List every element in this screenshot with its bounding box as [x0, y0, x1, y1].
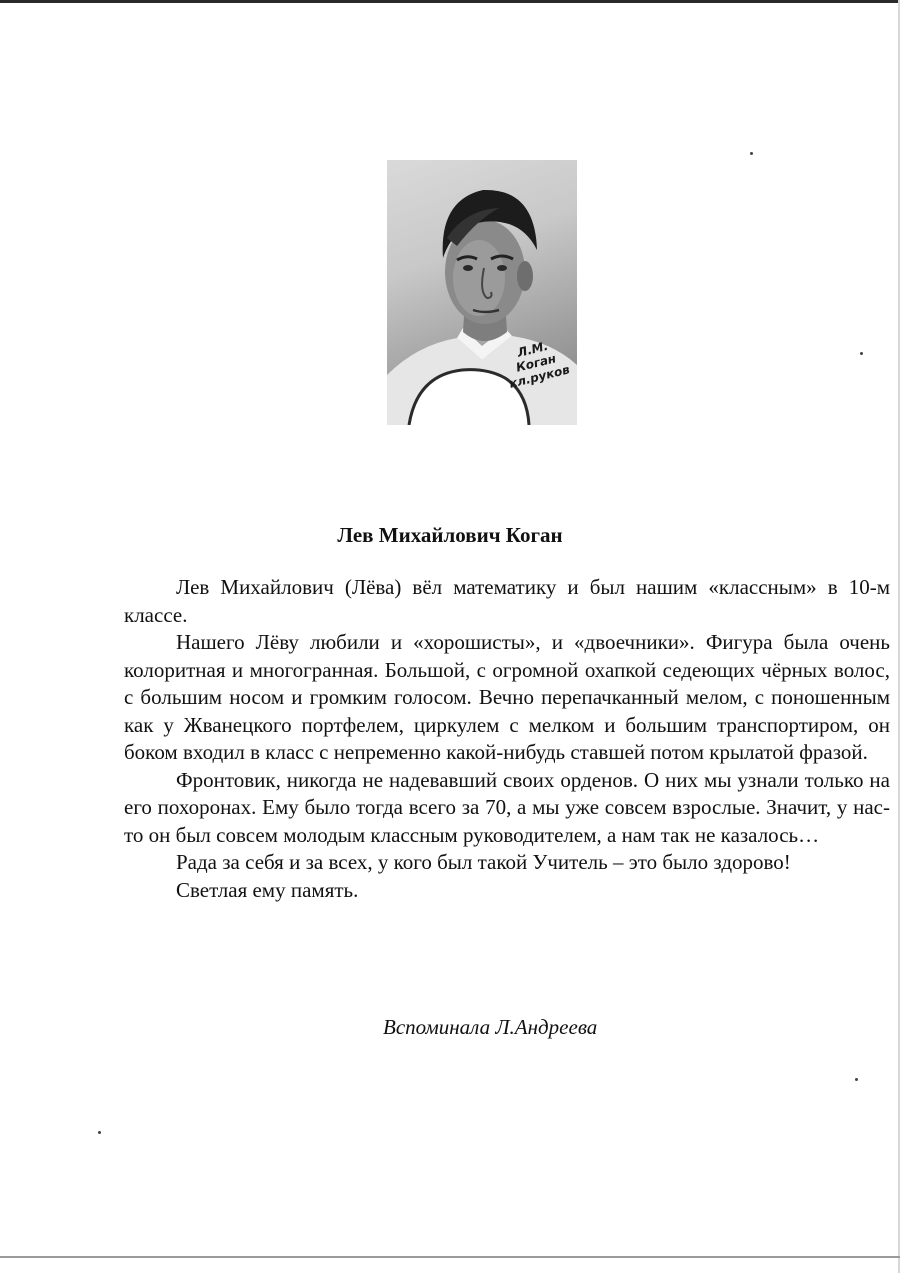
- paragraph: Рада за себя и за всех, у кого был такой Учитель – это было здорово!: [176, 850, 791, 874]
- author-signature: Вспоминала Л.Андреева: [383, 1015, 598, 1039]
- paragraph: Нашего Лёву любили и «хорошисты», и «двоечники». Фигура была очень колоритная и многогранная. Большой, с огромной охапкой седеющих чёрных волос, с большим носом и громким голосом. Вечно перепачканный мелом, с поношенным как у Жванецкого портфелем, циркулем с мелком и большим транспортиром, он боком входил в класс с непременно какой-нибудь ставшей потом крылатой фразой.: [124, 630, 890, 764]
- scan-speck: [860, 352, 863, 355]
- paragraph: Фронтовик, никогда не надевавший своих орденов. О них мы узнали только на его похоронах. Ему было тогда всего за 70, а мы уже совсем взрослые. Значит, у нас-то он был совсем молодым классным руководителем, а нам так не казалось…: [124, 767, 890, 847]
- page-title: Лев Михайлович Коган: [337, 523, 563, 547]
- scan-speck: [750, 152, 753, 155]
- paragraph: Светлая ему память.: [176, 877, 359, 902]
- photo-handwritten-caption: Л.М. Коган кл.руков: [507, 338, 572, 391]
- scan-speck: [855, 1078, 858, 1081]
- scan-top-edge: [0, 0, 900, 3]
- portrait-photo: [387, 160, 577, 425]
- memoir-text: [124, 574, 890, 904]
- paragraph: Лев Михайлович (Лёва) вёл математику и был нашим «классным» в 10-м классе.: [124, 575, 890, 627]
- portrait-image: [387, 160, 577, 425]
- scan-speck: [98, 1131, 101, 1134]
- scan-bottom-edge: [0, 1256, 900, 1258]
